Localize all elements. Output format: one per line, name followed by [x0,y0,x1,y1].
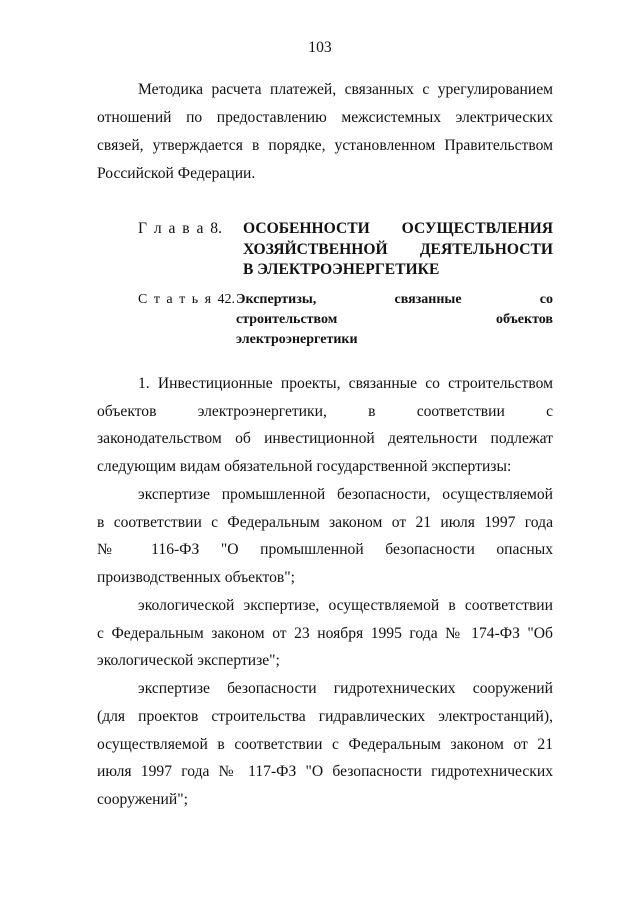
chapter-title-line: В ЭЛЕКТРОЭНЕРГЕТИКЕ [243,261,440,278]
text-line: экологической экспертизе, осуществляемой в соответствии [138,596,553,614]
paragraph [97,481,553,592]
article-label: С т а т ь я 42. [138,292,235,307]
text-line: № 116-ФЗ "О промышленной безопасности опасных [97,541,553,559]
intro-paragraph [97,76,553,188]
text-line: в соответствии с Федеральным законом от 21 июля 1997 года [97,513,553,531]
text-line: осуществляемой в соответствии с Федеральным законом от 21 [97,735,553,753]
text-line: экологической экспертизе"; [97,652,280,670]
paragraph [97,675,553,814]
text-line: с Федеральным законом от 23 ноября 1995 года № 174-ФЗ "Об [97,624,553,642]
text-line: производственных объектов"; [97,569,295,587]
paragraph [97,370,553,481]
paragraph [97,592,553,675]
text-line: законодательством об инвестиционной деятельности подлежат [97,430,553,448]
article-title [236,290,553,350]
text-line: (для проектов строительства гидравлических электростанций), [97,707,553,725]
text-line: экспертизе промышленной безопасности, осуществляемой [138,485,553,503]
chapter-title-line: ХОЗЯЙСТВЕННОЙ ДЕЯТЕЛЬНОСТИ [243,240,553,258]
text-line: связей, утверждается в порядке, установленном Правительством [97,137,553,154]
text-line: Российской Федерации. [97,165,256,182]
article-title-line: электроэнергетики [236,332,358,347]
text-line: 1. Инвестиционные проекты, связанные со строительством [138,375,553,392]
chapter-title [243,219,553,281]
text-line: июля 1997 года № 117-ФЗ "О безопасности гидротехнических [97,763,553,781]
text-line: следующим видам обязательной государственной экспертизы: [97,458,512,476]
chapter-title-line: ОСОБЕННОСТИ ОСУЩЕСТВЛЕНИЯ [243,220,553,237]
text-line: объектов электроэнергетики, в соответствии с [97,402,553,420]
article-body [97,370,553,814]
chapter-label: Г л а в а 8. [138,220,222,237]
page-number: 103 [308,39,332,56]
text-line: экспертизе безопасности гидротехнических сооружений [138,680,553,698]
article-title-line: Экспертизы, связанные со [236,292,553,307]
text-line: Методика расчета платежей, связанных с урегулированием [138,81,553,98]
text-line: сооружений"; [97,791,188,809]
article-title-line: строительством объектов [236,312,553,327]
text-line: отношений по предоставлению межсистемных электрических [97,109,553,126]
